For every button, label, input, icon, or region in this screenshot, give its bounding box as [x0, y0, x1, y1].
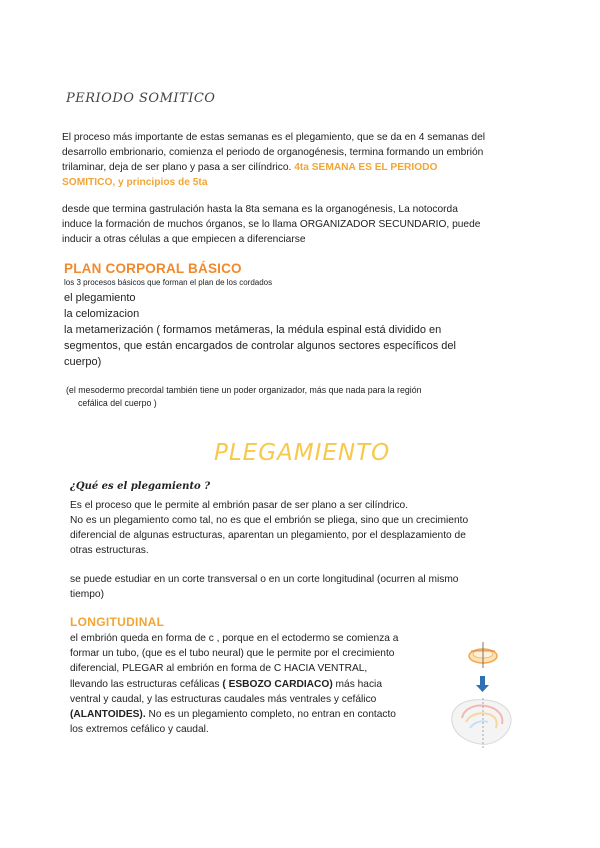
section-title-plan: PLAN CORPORAL BÁSICO: [64, 261, 242, 276]
plegamiento-paragraph: [70, 498, 540, 558]
embryo-diagram: [440, 634, 540, 750]
plan-list: [64, 290, 534, 370]
paragraph-line: tiempo): [70, 589, 104, 600]
list-item: la celomizacion: [64, 308, 140, 320]
list-item: la metamerización ( formamos metámeras, la médula espinal está dividido en: [64, 324, 442, 336]
paragraph-line: diferencial, PLEGAR al embrión en forma de C HACIA VENTRAL,: [70, 663, 368, 675]
longitudinal-paragraph: [70, 631, 440, 737]
folded-embryo-figure: [452, 698, 511, 748]
flat-embryo-figure: [469, 642, 497, 668]
intro-paragraph: [62, 130, 542, 190]
paragraph-line: formar un tubo, (que es el tubo neural) que le permite por el crecimiento: [70, 648, 395, 660]
highlight-text: SOMITICO, y principios de 5ta: [62, 177, 208, 188]
section-title-longitudinal: LONGITUDINAL: [70, 615, 165, 629]
paragraph-line: llevando las estructuras cefálicas ( ESBOZO CARDIACO) más hacia: [70, 678, 382, 690]
paragraph-line: otras estructuras.: [70, 545, 149, 556]
list-item: segmentos, que están encargados de controlar algunos sectores específicos del: [64, 340, 456, 352]
organizer-paragraph: [62, 202, 542, 247]
intro-line: desarrollo embrionario, comienza el periodo de organogénesis, termina formando un embrión: [62, 147, 484, 158]
intro-line: El proceso más importante de estas semanas es el plegamiento, que se da en 4 semanas del: [62, 132, 486, 143]
arrow-down-icon: [476, 676, 489, 692]
plan-subtitle: los 3 procesos básicos que forman el plan de los cordados: [64, 278, 273, 287]
organizer-line: desde que termina gastrulación hasta la 8ta semana es la organogénesis, La notocorda: [62, 204, 458, 215]
organizer-line: induce la formación de muchos órganos, se lo llama ORGANIZADOR SECUNDARIO, puede: [62, 219, 481, 230]
intro-line: trilaminar, deja de ser plano y pasa a ser cilíndrico. 4ta SEMANA ES EL PERIODO: [62, 162, 438, 173]
paragraph-line: ventral y caudal, y las estructuras caudales más ventrales y cefálico: [70, 693, 377, 705]
organizer-line: inducir a otras células a que empiecen a diferenciarse: [62, 234, 306, 245]
bold-term: (ALANTOIDES).: [70, 709, 146, 721]
paragraph-line: el embrión queda en forma de c , porque en el ectodermo se comienza a: [70, 633, 399, 644]
list-item: el plegamiento: [64, 292, 136, 304]
list-item: cuerpo): [64, 356, 102, 368]
paragraph-line: se puede estudiar en un corte transversal o en un corte longitudinal (ocurren al mismo: [70, 574, 459, 585]
cut-paragraph: [70, 572, 540, 602]
paragraph-line: diferencial de algunas estructuras, aparentan un plegamiento, por el desplazamiento de: [70, 530, 466, 541]
paragraph-line: No es un plegamiento como tal, no es que el embrión se pliega, sino que un crecimiento: [70, 515, 469, 526]
paragraph-line: (ALANTOIDES). No es un plegamiento completo, no entran en contacto: [70, 709, 396, 721]
note-line: (el mesodermo precordal también tiene un poder organizador, más que nada para la región: [66, 385, 422, 395]
bold-term: ( ESBOZO CARDIACO): [222, 678, 333, 690]
highlight-text: 4ta SEMANA ES EL PERIODO: [294, 162, 438, 173]
section-title-plegamiento: PLEGAMIENTO: [214, 440, 391, 466]
paragraph-line: los extremos cefálico y caudal.: [70, 724, 209, 736]
page-title: PERIODO SOMITICO: [66, 91, 216, 106]
question-heading: ¿Qué es el plegamiento ?: [70, 481, 211, 492]
paragraph-line: Es el proceso que le permite al embrión pasar de ser plano a ser cilíndrico.: [70, 500, 409, 511]
note-line: cefálica del cuerpo ): [78, 398, 157, 408]
plan-note: [66, 384, 536, 410]
